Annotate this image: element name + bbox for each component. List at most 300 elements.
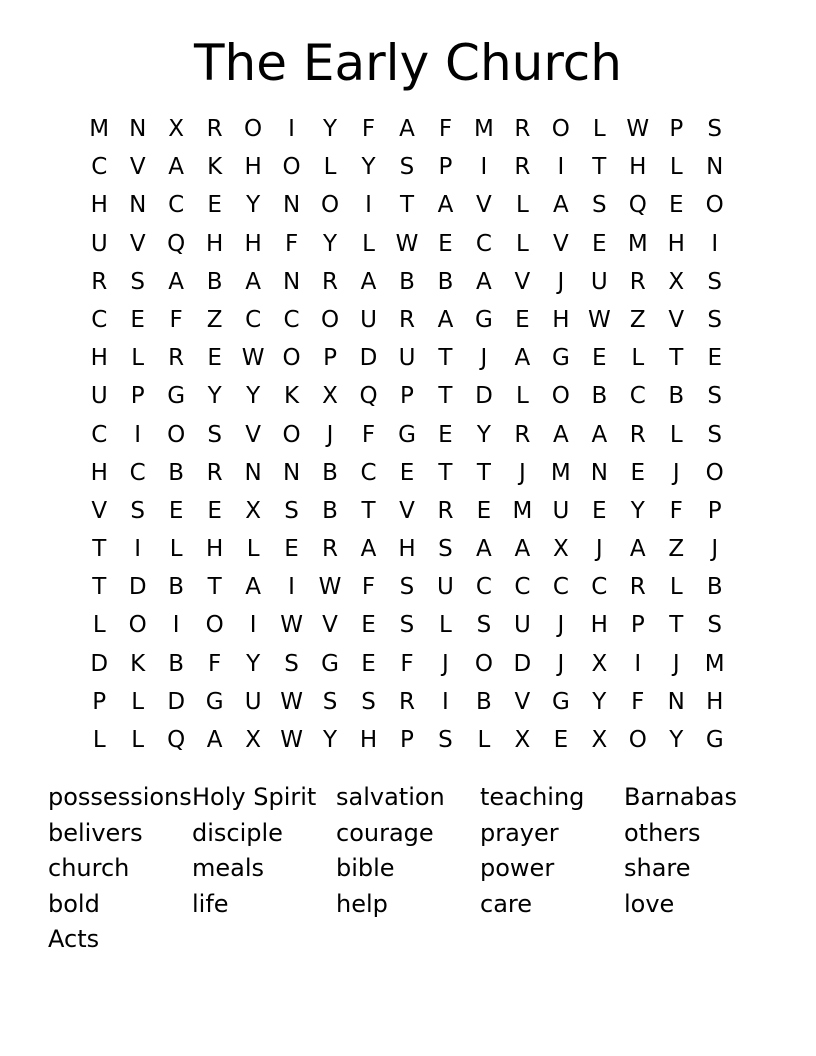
- grid-letter[interactable]: Y: [476, 421, 491, 448]
- grid-letter[interactable]: X: [552, 536, 569, 563]
- grid-letter[interactable]: J: [518, 459, 526, 486]
- grid-letter[interactable]: C: [514, 574, 531, 601]
- grid-letter[interactable]: N: [706, 154, 724, 181]
- grid-row: [80, 263, 734, 301]
- grid-letter[interactable]: V: [399, 497, 415, 524]
- grid-letter[interactable]: L: [323, 154, 337, 181]
- grid-letter[interactable]: E: [553, 727, 569, 753]
- grid-letter[interactable]: H: [244, 154, 262, 181]
- grid-letter[interactable]: H: [552, 306, 570, 333]
- grid-letter[interactable]: Y: [246, 650, 261, 677]
- grid-letter[interactable]: S: [284, 497, 299, 524]
- grid-letter[interactable]: A: [437, 192, 454, 219]
- grid-row: [80, 530, 734, 568]
- grid-letter[interactable]: T: [476, 459, 491, 486]
- grid-letter[interactable]: G: [321, 650, 339, 677]
- grid-letter[interactable]: N: [282, 268, 301, 295]
- grid-letter[interactable]: C: [475, 230, 492, 257]
- grid-letter[interactable]: S: [130, 268, 145, 295]
- grid-letter[interactable]: Y: [323, 116, 338, 142]
- grid-letter[interactable]: R: [398, 688, 415, 715]
- grid-letter[interactable]: H: [90, 192, 108, 219]
- grid-letter[interactable]: L: [439, 612, 452, 639]
- grid-letter[interactable]: A: [206, 727, 223, 753]
- grid-letter[interactable]: S: [707, 612, 723, 639]
- grid-letter[interactable]: N: [282, 459, 301, 486]
- grid-letter[interactable]: X: [322, 383, 338, 410]
- grid-letter[interactable]: W: [280, 727, 303, 753]
- grid-letter[interactable]: R: [322, 268, 339, 295]
- grid-letter[interactable]: R: [91, 268, 108, 295]
- grid-letter[interactable]: R: [168, 345, 185, 372]
- grid-letter[interactable]: X: [514, 727, 531, 753]
- grid-letter[interactable]: M: [550, 459, 571, 486]
- grid-letter[interactable]: U: [398, 345, 416, 372]
- grid-letter[interactable]: I: [172, 612, 180, 639]
- grid-letter[interactable]: L: [669, 574, 683, 601]
- grid-letter[interactable]: S: [207, 421, 222, 448]
- grid-letter[interactable]: E: [630, 459, 646, 486]
- grid-letter[interactable]: L: [131, 727, 145, 753]
- grid-letter[interactable]: J: [442, 650, 449, 677]
- grid-letter[interactable]: W: [395, 230, 419, 257]
- grid-letter[interactable]: O: [705, 459, 724, 486]
- grid-letter[interactable]: R: [206, 116, 223, 142]
- grid-letter[interactable]: R: [514, 154, 531, 181]
- word-list-item: church: [48, 854, 130, 882]
- grid-letter[interactable]: A: [245, 268, 261, 295]
- grid-letter[interactable]: I: [288, 574, 295, 601]
- grid-letter[interactable]: T: [92, 536, 107, 563]
- grid-letter[interactable]: P: [130, 383, 145, 410]
- grid-letter[interactable]: T: [361, 497, 376, 524]
- grid-letter[interactable]: H: [590, 612, 608, 639]
- grid-letter[interactable]: I: [134, 536, 142, 563]
- grid-letter[interactable]: Z: [629, 306, 646, 333]
- grid-letter[interactable]: X: [245, 727, 261, 753]
- grid-letter[interactable]: S: [476, 612, 492, 639]
- grid-letter[interactable]: C: [168, 192, 185, 219]
- grid-letter[interactable]: S: [592, 192, 607, 219]
- grid-letter[interactable]: S: [399, 612, 415, 639]
- grid-letter[interactable]: A: [629, 536, 646, 563]
- word-list-item: help: [336, 889, 388, 918]
- grid-letter[interactable]: E: [438, 421, 453, 448]
- grid-letter[interactable]: L: [515, 192, 529, 219]
- grid-letter[interactable]: F: [669, 497, 683, 524]
- grid-letter[interactable]: L: [169, 536, 183, 563]
- grid-letter[interactable]: F: [631, 688, 645, 715]
- grid-letter[interactable]: F: [284, 230, 299, 257]
- grid-letter[interactable]: N: [590, 459, 608, 486]
- grid-letter[interactable]: S: [707, 268, 723, 295]
- grid-letter[interactable]: Y: [361, 154, 376, 181]
- grid-letter[interactable]: S: [399, 574, 415, 601]
- grid-letter[interactable]: C: [629, 383, 646, 410]
- grid-letter[interactable]: H: [90, 459, 108, 486]
- word-list-item: share: [624, 854, 691, 882]
- grid-letter[interactable]: R: [206, 459, 223, 486]
- grid-letter[interactable]: F: [361, 116, 376, 142]
- grid-letter[interactable]: O: [320, 192, 340, 219]
- grid-letter[interactable]: N: [282, 192, 301, 219]
- word-list-item: prayer: [480, 818, 559, 847]
- grid-letter[interactable]: E: [361, 650, 376, 677]
- grid-letter[interactable]: H: [706, 688, 724, 715]
- grid-letter[interactable]: I: [711, 230, 719, 257]
- grid-letter[interactable]: O: [167, 421, 186, 448]
- grid-letter[interactable]: J: [480, 345, 488, 372]
- grid-letter[interactable]: H: [244, 230, 262, 257]
- grid-letter[interactable]: E: [592, 345, 607, 372]
- grid-letter[interactable]: I: [134, 421, 142, 448]
- grid-letter[interactable]: J: [672, 650, 680, 677]
- grid-letter[interactable]: E: [207, 192, 222, 219]
- grid-letter[interactable]: S: [438, 727, 453, 753]
- grid-letter[interactable]: R: [629, 268, 646, 295]
- grid-letter[interactable]: V: [514, 268, 531, 295]
- grid-letter[interactable]: N: [129, 116, 147, 142]
- grid-letter[interactable]: B: [591, 383, 608, 410]
- grid-letter[interactable]: C: [91, 421, 108, 448]
- grid-letter[interactable]: H: [359, 727, 378, 753]
- grid-letter[interactable]: A: [399, 116, 415, 142]
- grid-letter[interactable]: I: [634, 650, 642, 677]
- word-list-item: courage: [336, 818, 434, 847]
- grid-letter[interactable]: H: [90, 345, 108, 372]
- grid-letter[interactable]: U: [552, 497, 570, 524]
- grid-letter[interactable]: S: [130, 497, 145, 524]
- grid-letter[interactable]: B: [706, 574, 723, 601]
- grid-letter[interactable]: P: [707, 497, 722, 524]
- grid-letter[interactable]: P: [323, 345, 337, 372]
- grid-letter[interactable]: T: [438, 459, 453, 486]
- grid-letter[interactable]: U: [437, 574, 454, 601]
- grid-letter[interactable]: T: [669, 345, 684, 372]
- grid-letter[interactable]: O: [705, 192, 724, 219]
- grid-letter[interactable]: O: [628, 727, 647, 753]
- grid-letter[interactable]: U: [90, 230, 108, 257]
- grid-letter[interactable]: L: [515, 230, 529, 257]
- grid-letter[interactable]: W: [587, 306, 611, 333]
- grid-letter[interactable]: Y: [669, 727, 684, 753]
- grid-letter[interactable]: X: [591, 650, 608, 677]
- grid-letter[interactable]: O: [474, 650, 493, 677]
- grid-letter[interactable]: D: [513, 650, 532, 677]
- grid-letter[interactable]: O: [244, 116, 263, 142]
- grid-letter[interactable]: B: [168, 650, 185, 677]
- grid-letter[interactable]: I: [557, 154, 565, 181]
- grid-letter[interactable]: Y: [323, 727, 338, 753]
- grid-letter[interactable]: V: [91, 497, 108, 524]
- grid-letter[interactable]: O: [320, 306, 340, 333]
- grid-letter[interactable]: B: [206, 268, 223, 295]
- grid-letter[interactable]: E: [207, 345, 222, 372]
- grid-letter[interactable]: R: [398, 306, 415, 333]
- grid-letter[interactable]: S: [399, 154, 415, 181]
- grid-letter[interactable]: C: [91, 306, 108, 333]
- grid-letter[interactable]: B: [437, 268, 454, 295]
- grid-letter[interactable]: T: [399, 192, 415, 219]
- grid-letter[interactable]: C: [360, 459, 377, 486]
- grid-letter[interactable]: V: [129, 230, 146, 257]
- grid-letter[interactable]: W: [626, 116, 650, 142]
- grid-letter[interactable]: L: [131, 345, 145, 372]
- word-list-item: life: [192, 889, 229, 918]
- grid-letter[interactable]: D: [90, 650, 109, 677]
- grid-letter[interactable]: A: [360, 268, 377, 295]
- grid-letter[interactable]: C: [591, 574, 608, 601]
- grid-letter[interactable]: R: [437, 497, 454, 524]
- grid-letter[interactable]: C: [283, 306, 300, 333]
- grid-letter[interactable]: J: [595, 536, 603, 563]
- grid-letter[interactable]: F: [400, 650, 414, 677]
- grid-letter[interactable]: D: [167, 688, 186, 715]
- grid-letter[interactable]: T: [207, 574, 222, 601]
- grid-letter[interactable]: W: [280, 688, 303, 715]
- grid-letter[interactable]: P: [400, 727, 414, 753]
- grid-letter[interactable]: L: [631, 345, 645, 372]
- grid-letter[interactable]: E: [515, 306, 530, 333]
- grid-letter[interactable]: R: [322, 536, 339, 563]
- grid-letter[interactable]: P: [92, 688, 107, 715]
- grid-letter[interactable]: E: [707, 345, 722, 372]
- grid-letter[interactable]: X: [668, 268, 685, 295]
- grid-letter[interactable]: M: [704, 650, 725, 677]
- grid-letter[interactable]: I: [249, 612, 257, 639]
- grid-letter[interactable]: B: [168, 459, 185, 486]
- grid-letter[interactable]: F: [361, 421, 376, 448]
- grid-letter[interactable]: A: [514, 536, 531, 563]
- grid-letter[interactable]: E: [438, 230, 453, 257]
- grid-letter[interactable]: A: [552, 192, 569, 219]
- grid-letter[interactable]: S: [361, 688, 376, 715]
- grid-letter[interactable]: Z: [668, 536, 685, 563]
- grid-letter[interactable]: S: [707, 306, 723, 333]
- grid-letter[interactable]: J: [326, 421, 334, 448]
- grid-letter[interactable]: M: [512, 497, 533, 524]
- grid-letter[interactable]: G: [705, 727, 724, 753]
- grid-letter[interactable]: W: [280, 612, 303, 639]
- grid-letter[interactable]: O: [128, 612, 147, 639]
- word-list-item: salvation: [336, 783, 445, 811]
- grid-letter[interactable]: H: [398, 536, 416, 563]
- grid-letter[interactable]: K: [207, 154, 223, 181]
- grid-letter[interactable]: O: [551, 116, 570, 142]
- grid-letter[interactable]: B: [322, 459, 338, 486]
- page-title: The Early Church: [194, 34, 622, 92]
- grid-letter[interactable]: T: [438, 383, 453, 410]
- grid-letter[interactable]: G: [398, 421, 416, 448]
- grid-letter[interactable]: S: [284, 650, 299, 677]
- grid-letter[interactable]: C: [552, 574, 569, 601]
- grid-letter[interactable]: U: [90, 383, 108, 410]
- grid-letter[interactable]: S: [707, 421, 723, 448]
- grid-letter[interactable]: R: [514, 421, 531, 448]
- grid-letter[interactable]: D: [475, 383, 493, 410]
- grid-letter[interactable]: P: [438, 154, 453, 181]
- grid-letter[interactable]: H: [205, 230, 224, 257]
- grid-letter[interactable]: Q: [167, 727, 186, 753]
- grid-letter[interactable]: E: [476, 497, 492, 524]
- grid-letter[interactable]: E: [130, 306, 145, 333]
- grid-letter[interactable]: L: [92, 727, 106, 753]
- grid-letter[interactable]: X: [245, 497, 261, 524]
- grid-letter[interactable]: B: [322, 497, 338, 524]
- grid-letter[interactable]: Y: [592, 688, 607, 715]
- grid-letter[interactable]: O: [282, 345, 301, 372]
- grid-letter[interactable]: P: [400, 383, 414, 410]
- grid-letter[interactable]: Q: [628, 192, 647, 219]
- grid-letter[interactable]: X: [591, 727, 608, 753]
- grid-letter[interactable]: C: [245, 306, 262, 333]
- grid-letter[interactable]: N: [667, 688, 685, 715]
- grid-letter[interactable]: L: [477, 727, 491, 753]
- grid-letter[interactable]: P: [630, 612, 645, 639]
- grid-letter[interactable]: O: [282, 421, 301, 448]
- grid-letter[interactable]: P: [669, 116, 684, 142]
- grid-letter[interactable]: A: [476, 536, 492, 563]
- grid-letter[interactable]: D: [359, 345, 378, 372]
- grid-letter[interactable]: X: [168, 116, 185, 142]
- grid-letter[interactable]: U: [590, 268, 608, 295]
- grid-letter[interactable]: L: [592, 116, 606, 142]
- grid-letter[interactable]: A: [360, 536, 377, 563]
- grid-letter[interactable]: R: [514, 116, 531, 142]
- grid-letter[interactable]: U: [244, 688, 262, 715]
- grid-letter[interactable]: A: [437, 306, 454, 333]
- grid-letter[interactable]: B: [399, 268, 415, 295]
- grid-letter[interactable]: J: [557, 650, 565, 677]
- grid-letter[interactable]: K: [284, 383, 300, 410]
- grid-letter[interactable]: H: [205, 536, 224, 563]
- grid-letter[interactable]: G: [551, 688, 570, 715]
- grid-letter[interactable]: S: [707, 116, 723, 142]
- grid-letter[interactable]: O: [205, 612, 224, 639]
- grid-letter[interactable]: L: [669, 154, 683, 181]
- grid-letter[interactable]: E: [592, 230, 607, 257]
- grid-letter[interactable]: J: [557, 268, 565, 295]
- grid-letter[interactable]: M: [473, 116, 494, 142]
- grid-letter[interactable]: A: [476, 268, 492, 295]
- grid-letter[interactable]: A: [552, 421, 569, 448]
- grid-letter[interactable]: A: [591, 421, 608, 448]
- grid-letter[interactable]: Z: [206, 306, 223, 333]
- grid-letter[interactable]: Y: [246, 192, 261, 219]
- grid-letter[interactable]: M: [627, 230, 648, 257]
- grid-letter[interactable]: O: [551, 383, 570, 410]
- grid-letter[interactable]: L: [669, 421, 683, 448]
- grid-letter[interactable]: L: [362, 230, 375, 257]
- grid-letter[interactable]: G: [551, 345, 570, 372]
- grid-letter[interactable]: I: [480, 154, 488, 181]
- grid-letter[interactable]: C: [91, 154, 108, 181]
- grid-letter[interactable]: T: [592, 154, 607, 181]
- grid-letter[interactable]: Y: [246, 383, 261, 410]
- grid-letter[interactable]: A: [168, 268, 185, 295]
- grid-letter[interactable]: I: [365, 192, 372, 219]
- grid-letter[interactable]: V: [245, 421, 261, 448]
- grid-letter[interactable]: F: [438, 116, 453, 142]
- grid-letter[interactable]: U: [513, 612, 531, 639]
- grid-letter[interactable]: B: [668, 383, 685, 410]
- grid-letter[interactable]: E: [284, 536, 299, 563]
- grid-letter[interactable]: I: [288, 116, 295, 142]
- grid-letter[interactable]: F: [169, 306, 183, 333]
- grid-letter[interactable]: I: [442, 688, 449, 715]
- grid-letter[interactable]: V: [476, 192, 492, 219]
- grid-letter[interactable]: G: [475, 306, 493, 333]
- grid-letter[interactable]: A: [514, 345, 531, 372]
- grid-letter[interactable]: U: [360, 306, 377, 333]
- grid-letter[interactable]: E: [361, 612, 376, 639]
- grid-letter[interactable]: L: [246, 536, 260, 563]
- grid-letter[interactable]: S: [707, 383, 723, 410]
- grid-letter[interactable]: F: [208, 650, 222, 677]
- grid-letter[interactable]: L: [92, 612, 106, 639]
- grid-letter[interactable]: N: [129, 192, 147, 219]
- grid-letter[interactable]: C: [129, 459, 146, 486]
- grid-letter[interactable]: Q: [167, 230, 186, 257]
- grid-letter[interactable]: Q: [359, 383, 378, 410]
- grid-letter[interactable]: E: [207, 497, 222, 524]
- grid-letter[interactable]: D: [128, 574, 147, 601]
- grid-letter[interactable]: Y: [207, 383, 222, 410]
- word-list-item: belivers: [48, 818, 143, 847]
- grid-letter[interactable]: V: [552, 230, 569, 257]
- grid-letter[interactable]: F: [361, 574, 376, 601]
- grid-letter[interactable]: E: [168, 497, 184, 524]
- grid-letter[interactable]: V: [322, 612, 338, 639]
- grid-letter[interactable]: T: [92, 574, 107, 601]
- grid-letter[interactable]: H: [667, 230, 685, 257]
- grid-letter[interactable]: A: [245, 574, 261, 601]
- grid-letter[interactable]: H: [629, 154, 647, 181]
- grid-letter[interactable]: L: [515, 383, 529, 410]
- grid-letter[interactable]: V: [514, 688, 531, 715]
- grid-letter[interactable]: J: [557, 612, 565, 639]
- grid-letter[interactable]: G: [167, 383, 186, 410]
- grid-letter[interactable]: J: [711, 536, 719, 563]
- grid-letter[interactable]: A: [168, 154, 185, 181]
- grid-letter[interactable]: Y: [323, 230, 338, 257]
- grid-letter[interactable]: C: [475, 574, 492, 601]
- grid-letter[interactable]: S: [438, 536, 453, 563]
- grid-letter[interactable]: E: [592, 497, 607, 524]
- grid-letter[interactable]: R: [629, 574, 646, 601]
- grid-letter[interactable]: V: [668, 306, 685, 333]
- grid-letter[interactable]: E: [668, 192, 684, 219]
- grid-letter[interactable]: V: [129, 154, 146, 181]
- grid-letter[interactable]: S: [322, 688, 338, 715]
- grid-letter[interactable]: M: [89, 116, 110, 142]
- grid-letter[interactable]: W: [318, 574, 342, 601]
- grid-letter[interactable]: T: [669, 612, 684, 639]
- grid-letter[interactable]: T: [438, 345, 453, 372]
- grid-letter[interactable]: L: [131, 688, 145, 715]
- grid-letter[interactable]: K: [130, 650, 146, 677]
- grid-letter[interactable]: B: [168, 574, 185, 601]
- grid-letter[interactable]: E: [399, 459, 415, 486]
- grid-letter[interactable]: G: [205, 688, 224, 715]
- grid-letter[interactable]: J: [672, 459, 680, 486]
- grid-letter[interactable]: O: [282, 154, 301, 181]
- grid-letter[interactable]: N: [244, 459, 262, 486]
- grid-letter[interactable]: W: [241, 345, 265, 372]
- grid-letter[interactable]: Y: [630, 497, 645, 524]
- grid-letter[interactable]: B: [476, 688, 492, 715]
- grid-letter[interactable]: R: [629, 421, 646, 448]
